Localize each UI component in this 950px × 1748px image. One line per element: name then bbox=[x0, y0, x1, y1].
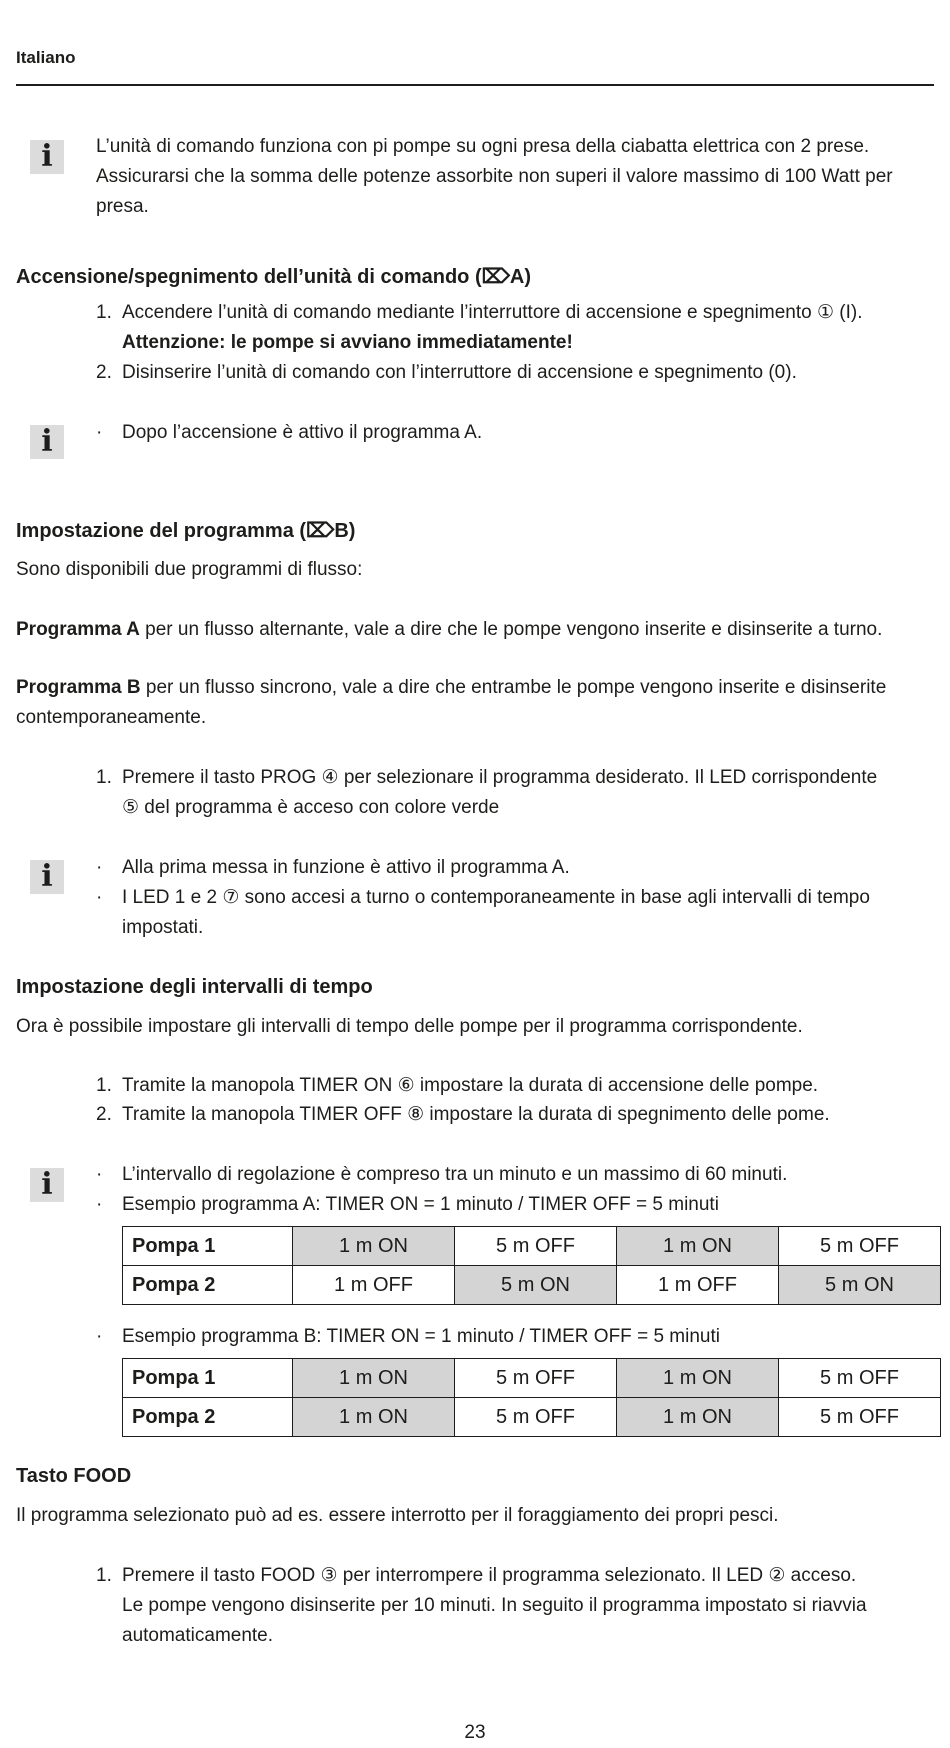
page-number: 23 bbox=[464, 1722, 486, 1743]
section-title-timer: Impostazione degli intervalli di tempo bbox=[16, 976, 373, 998]
table-row-label: Pompa 1 bbox=[123, 1227, 293, 1266]
info-icon: i bbox=[30, 1168, 64, 1202]
warning-text: Attenzione: le pompe si avviano immediatamente! bbox=[122, 332, 573, 353]
language-label: Italiano bbox=[16, 48, 76, 67]
info-icon: i bbox=[30, 860, 64, 894]
table-cell: 1 m ON bbox=[617, 1227, 779, 1266]
table-cell: 5 m ON bbox=[779, 1266, 941, 1305]
schedule-table-program-a bbox=[122, 1226, 941, 1305]
schedule-table-program-b bbox=[122, 1358, 941, 1437]
table-cell: 1 m ON bbox=[293, 1398, 455, 1437]
table-cell: 1 m ON bbox=[617, 1398, 779, 1437]
table-cell: 1 m OFF bbox=[617, 1266, 779, 1305]
food-intro: Il programma selezionato può ad es. essere interrotto per il foraggiamento dei propri pesci. bbox=[16, 1505, 779, 1526]
table-row bbox=[123, 1359, 941, 1398]
section-title-power: Accensione/spegnimento dell’unità di comando (⌦A) bbox=[16, 266, 531, 288]
table-cell: 5 m OFF bbox=[455, 1398, 617, 1437]
header-divider bbox=[16, 84, 934, 86]
table-cell: 5 m OFF bbox=[455, 1359, 617, 1398]
info-icon: i bbox=[30, 425, 64, 459]
table-row bbox=[123, 1227, 941, 1266]
program-a-desc: Programma A per un flusso alternante, vale a dire che le pompe vengono inserite e disinserite a turno. bbox=[16, 619, 883, 640]
table-cell: 1 m OFF bbox=[293, 1266, 455, 1305]
table-row bbox=[123, 1398, 941, 1437]
program-b-desc: Programma B per un flusso sincrono, vale a dire che entrambe le pompe vengono inserite e disinserite contemporaneamente. bbox=[16, 677, 887, 728]
timer-intro: Ora è possibile impostare gli intervalli di tempo delle pompe per il programma corrispondente. bbox=[16, 1016, 803, 1037]
program-intro: Sono disponibili due programmi di flusso: bbox=[16, 559, 363, 580]
table-cell: 1 m ON bbox=[293, 1227, 455, 1266]
table-cell: 5 m OFF bbox=[779, 1359, 941, 1398]
table-cell: 5 m OFF bbox=[455, 1227, 617, 1266]
table-row-label: Pompa 2 bbox=[123, 1398, 293, 1437]
table-cell: 1 m ON bbox=[293, 1359, 455, 1398]
table-row bbox=[123, 1266, 941, 1305]
table-cell: 1 m ON bbox=[617, 1359, 779, 1398]
table-cell: 5 m OFF bbox=[779, 1227, 941, 1266]
info-icon: i bbox=[30, 140, 64, 174]
table-cell: 5 m ON bbox=[455, 1266, 617, 1305]
table-cell: 5 m OFF bbox=[779, 1398, 941, 1437]
section-title-program: Impostazione del programma (⌦B) bbox=[16, 520, 356, 542]
table-row-label: Pompa 1 bbox=[123, 1359, 293, 1398]
section-title-food: Tasto FOOD bbox=[16, 1465, 132, 1487]
info-note-power: L’unità di comando funziona con pi pompe su ogni presa della ciabatta elettrica con 2 prese. Assicurarsi che la somma delle potenze assorbite non superi il valore massimo di 100 Watt per presa. bbox=[96, 136, 893, 217]
table-row-label: Pompa 2 bbox=[123, 1266, 293, 1305]
